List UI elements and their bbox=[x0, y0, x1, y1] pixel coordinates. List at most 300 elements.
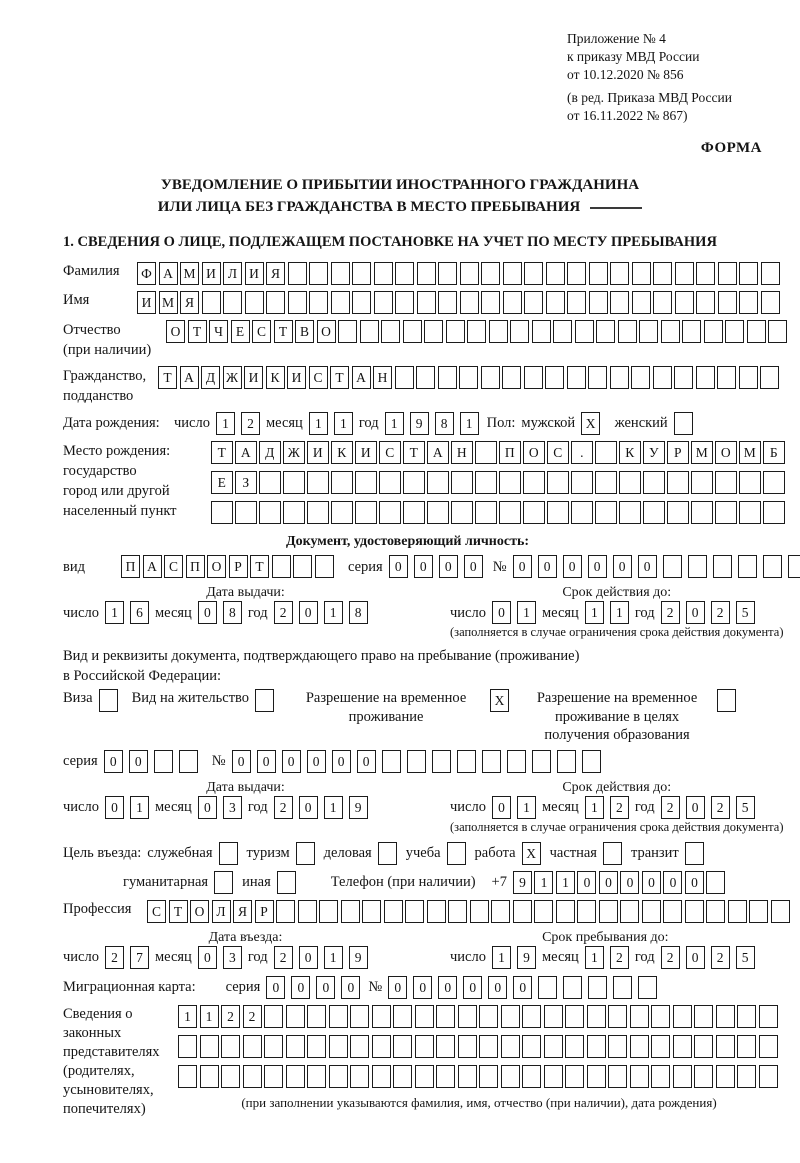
char-box bbox=[571, 471, 593, 494]
stay-month-cells bbox=[585, 946, 635, 969]
char-box bbox=[747, 320, 766, 343]
purpose-work bbox=[475, 842, 541, 865]
citizenship-cells bbox=[158, 366, 782, 389]
residence-series-cells bbox=[104, 750, 204, 773]
char-box: 0 bbox=[307, 750, 326, 773]
purpose-other-label: иная bbox=[242, 874, 271, 891]
char-box bbox=[632, 291, 651, 314]
char-box: 0 bbox=[563, 555, 582, 578]
option-temp-residence-education-checkbox bbox=[717, 689, 736, 712]
char-box: К bbox=[331, 441, 353, 464]
sex-female-label: женский bbox=[614, 415, 668, 432]
char-box bbox=[259, 501, 281, 524]
char-box: 5 bbox=[736, 796, 755, 819]
char-box: Я bbox=[180, 291, 199, 314]
char-box bbox=[653, 366, 672, 389]
year-label: год bbox=[634, 949, 655, 966]
char-box bbox=[788, 555, 800, 578]
identity-doc-kind-row bbox=[63, 555, 792, 578]
char-box: 0 bbox=[198, 796, 217, 819]
birthplace-cells-row1 bbox=[211, 441, 787, 464]
char-box: М bbox=[739, 441, 761, 464]
residence-valid-year-cells bbox=[661, 796, 761, 819]
char-box: Ж bbox=[223, 366, 242, 389]
option-temp-residence-checkbox: X bbox=[490, 689, 509, 712]
identity-issue-year-cells bbox=[274, 601, 374, 624]
birthplace-cells-block bbox=[211, 441, 787, 531]
char-box bbox=[715, 471, 737, 494]
char-box bbox=[716, 1035, 735, 1058]
char-box bbox=[661, 320, 680, 343]
char-box bbox=[523, 501, 545, 524]
char-box bbox=[200, 1035, 219, 1058]
purpose-business-label: деловая bbox=[323, 845, 372, 862]
char-box bbox=[319, 900, 338, 923]
stay-until-heading: Срок пребывания до: bbox=[542, 929, 669, 945]
char-box: И bbox=[137, 291, 156, 314]
char-box: Ф bbox=[137, 262, 156, 285]
identity-issue-heading: Дата выдачи: bbox=[206, 585, 285, 601]
char-box: Я bbox=[233, 900, 252, 923]
char-box bbox=[307, 471, 329, 494]
char-box bbox=[329, 1005, 348, 1028]
residence-intro-line2: в Российской Федерации: bbox=[63, 667, 222, 684]
char-box bbox=[696, 262, 715, 285]
identity-doc-dates-row bbox=[63, 584, 792, 640]
birth-day-cells bbox=[216, 412, 266, 435]
char-box: 0 bbox=[291, 976, 310, 999]
char-box bbox=[479, 1035, 498, 1058]
char-box bbox=[338, 320, 357, 343]
representatives-label-line: представителях bbox=[63, 1043, 160, 1060]
char-box bbox=[417, 291, 436, 314]
char-box bbox=[436, 1035, 455, 1058]
purpose-tourism bbox=[247, 842, 315, 865]
char-box bbox=[355, 501, 377, 524]
option-temp-residence bbox=[288, 689, 509, 726]
char-box bbox=[713, 555, 732, 578]
purpose-humanitarian bbox=[123, 871, 233, 894]
char-box bbox=[544, 1035, 563, 1058]
entry-month-cells bbox=[198, 946, 248, 969]
char-box bbox=[595, 501, 617, 524]
char-box bbox=[352, 262, 371, 285]
char-box: 1 bbox=[585, 946, 604, 969]
day-label: число bbox=[63, 799, 99, 816]
option-residence-permit-label: Вид на жительство bbox=[131, 690, 250, 707]
residence-intro-line1: Вид и реквизиты документа, подтверждающего право на пребывание (проживание) bbox=[63, 648, 580, 665]
form-title bbox=[63, 174, 792, 218]
purpose-private-label: частная bbox=[549, 845, 597, 862]
char-box bbox=[501, 1065, 520, 1088]
entry-date-heading: Дата въезда: bbox=[208, 929, 283, 945]
char-box bbox=[446, 320, 465, 343]
char-box bbox=[523, 471, 545, 494]
char-box bbox=[718, 262, 737, 285]
char-box: 9 bbox=[410, 412, 429, 435]
char-box bbox=[532, 320, 551, 343]
citizenship-label bbox=[63, 366, 158, 406]
char-box: 0 bbox=[513, 555, 532, 578]
char-box: 1 bbox=[334, 412, 353, 435]
char-box bbox=[673, 1035, 692, 1058]
char-box bbox=[475, 471, 497, 494]
char-box bbox=[653, 262, 672, 285]
char-box: Р bbox=[255, 900, 274, 923]
char-box: 0 bbox=[104, 750, 123, 773]
char-box: 0 bbox=[414, 555, 433, 578]
visit-purpose-label: Цель въезда: bbox=[63, 845, 142, 862]
char-box: А bbox=[352, 366, 371, 389]
givenname-label: Имя bbox=[63, 291, 90, 308]
char-box: 2 bbox=[105, 946, 124, 969]
char-box bbox=[760, 366, 779, 389]
char-box bbox=[688, 555, 707, 578]
char-box: 1 bbox=[309, 412, 328, 435]
char-box bbox=[459, 366, 478, 389]
char-box bbox=[547, 471, 569, 494]
char-box bbox=[739, 471, 761, 494]
char-box bbox=[415, 1005, 434, 1028]
char-box bbox=[458, 1065, 477, 1088]
char-box: 1 bbox=[534, 871, 553, 894]
char-box: И bbox=[202, 262, 221, 285]
char-box: 1 bbox=[585, 796, 604, 819]
doc-number-label: № bbox=[492, 558, 507, 575]
year-label: год bbox=[247, 949, 268, 966]
birthplace-label-line: государство bbox=[63, 462, 137, 479]
char-box bbox=[513, 900, 532, 923]
char-box bbox=[524, 291, 543, 314]
entry-stay-dates-row bbox=[63, 929, 792, 969]
char-box: И bbox=[355, 441, 377, 464]
char-box bbox=[481, 262, 500, 285]
entry-date-group bbox=[63, 929, 428, 969]
option-visa bbox=[63, 689, 118, 712]
identity-validity-group bbox=[450, 584, 783, 640]
char-box bbox=[725, 320, 744, 343]
char-box: 2 bbox=[661, 946, 680, 969]
char-box bbox=[288, 291, 307, 314]
char-box: С bbox=[164, 555, 183, 578]
char-box bbox=[691, 471, 713, 494]
char-box: А bbox=[235, 441, 257, 464]
char-box: 0 bbox=[388, 976, 407, 999]
char-box bbox=[620, 900, 639, 923]
char-box bbox=[202, 291, 221, 314]
char-box bbox=[393, 1035, 412, 1058]
representatives-label-line: Сведения о bbox=[63, 1005, 133, 1022]
char-box: 0 bbox=[685, 871, 704, 894]
char-box bbox=[432, 750, 451, 773]
form-label: ФОРМА bbox=[700, 140, 762, 156]
series-label: серия bbox=[225, 979, 261, 996]
identity-validity-note: (заполняется в случае ограничения срока действия документа) bbox=[450, 625, 784, 640]
char-box bbox=[362, 900, 381, 923]
migration-card-row bbox=[63, 976, 792, 999]
char-box: 2 bbox=[610, 796, 629, 819]
char-box: 0 bbox=[513, 976, 532, 999]
representatives-label-line: попечителях) bbox=[63, 1100, 146, 1117]
char-box bbox=[470, 900, 489, 923]
purpose-humanitarian-label: гуманитарная bbox=[123, 874, 209, 891]
char-box: 8 bbox=[435, 412, 454, 435]
char-box: П bbox=[499, 441, 521, 464]
birthplace-row bbox=[63, 441, 792, 531]
char-box bbox=[610, 366, 629, 389]
char-box bbox=[613, 976, 632, 999]
char-box: 0 bbox=[129, 750, 148, 773]
sex-female-checkbox bbox=[674, 412, 693, 435]
year-label: год bbox=[247, 604, 268, 621]
char-box bbox=[737, 1005, 756, 1028]
char-box: 1 bbox=[492, 946, 511, 969]
char-box bbox=[179, 750, 198, 773]
identity-issue-group bbox=[63, 584, 428, 640]
char-box: 1 bbox=[385, 412, 404, 435]
option-temp-residence-label: Разрешение на временное проживание bbox=[305, 690, 467, 725]
char-box: Л bbox=[223, 262, 242, 285]
char-box: 3 bbox=[223, 796, 242, 819]
char-box: 8 bbox=[349, 601, 368, 624]
char-box: 0 bbox=[686, 601, 705, 624]
char-box: 0 bbox=[492, 601, 511, 624]
representatives-cells-row2 bbox=[178, 1035, 780, 1058]
patronymic-label-line: Отчество bbox=[63, 321, 121, 338]
representatives-cells-block bbox=[178, 1005, 780, 1111]
char-box bbox=[458, 1035, 477, 1058]
char-box bbox=[761, 291, 780, 314]
char-box bbox=[510, 320, 529, 343]
char-box bbox=[630, 1005, 649, 1028]
identity-valid-day-cells bbox=[492, 601, 542, 624]
section1-heading: 1. СВЕДЕНИЯ О ЛИЦЕ, ПОДЛЕЖАЩЕМ ПОСТАНОВКЕ НА УЧЕТ ПО МЕСТУ ПРЕБЫВАНИЯ bbox=[63, 233, 717, 250]
char-box bbox=[691, 501, 713, 524]
entry-day-cells bbox=[105, 946, 155, 969]
char-box: 9 bbox=[513, 871, 532, 894]
char-box bbox=[545, 366, 564, 389]
profession-row bbox=[63, 900, 792, 923]
option-residence-permit bbox=[132, 689, 274, 712]
char-box bbox=[630, 1035, 649, 1058]
identity-validity-heading: Срок действия до: bbox=[562, 585, 672, 601]
char-box bbox=[403, 471, 425, 494]
char-box: 0 bbox=[492, 796, 511, 819]
char-box bbox=[739, 366, 758, 389]
char-box bbox=[395, 366, 414, 389]
char-box: Д bbox=[259, 441, 281, 464]
char-box bbox=[372, 1005, 391, 1028]
residence-issue-year-cells bbox=[274, 796, 374, 819]
representatives-label-line: законных bbox=[63, 1024, 122, 1041]
profession-label: Профессия bbox=[63, 900, 132, 917]
residence-doc-series-row bbox=[63, 750, 792, 773]
char-box: Т bbox=[250, 555, 269, 578]
char-box bbox=[728, 900, 747, 923]
char-box: 1 bbox=[610, 601, 629, 624]
purpose-study-checkbox bbox=[447, 842, 466, 865]
char-box bbox=[565, 1065, 584, 1088]
char-box bbox=[503, 262, 522, 285]
stay-day-cells bbox=[492, 946, 542, 969]
char-box bbox=[653, 291, 672, 314]
char-box bbox=[307, 1065, 326, 1088]
char-box bbox=[475, 441, 497, 464]
char-box bbox=[575, 320, 594, 343]
char-box bbox=[475, 501, 497, 524]
char-box: 3 bbox=[223, 946, 242, 969]
char-box bbox=[360, 320, 379, 343]
char-box bbox=[587, 1065, 606, 1088]
char-box bbox=[577, 900, 596, 923]
char-box: 0 bbox=[316, 976, 335, 999]
char-box: Т bbox=[403, 441, 425, 464]
char-box bbox=[571, 501, 593, 524]
char-box bbox=[223, 291, 242, 314]
char-box bbox=[245, 291, 264, 314]
char-box bbox=[276, 900, 295, 923]
char-box: О bbox=[207, 555, 226, 578]
char-box bbox=[264, 1065, 283, 1088]
citizenship-row bbox=[63, 366, 792, 406]
month-label: месяц bbox=[541, 799, 579, 816]
char-box bbox=[685, 900, 704, 923]
purpose-transit-checkbox bbox=[685, 842, 704, 865]
entry-year-cells bbox=[274, 946, 374, 969]
char-box bbox=[451, 471, 473, 494]
char-box: 0 bbox=[105, 796, 124, 819]
residence-issue-day-cells bbox=[105, 796, 155, 819]
char-box bbox=[424, 320, 443, 343]
char-box bbox=[341, 900, 360, 923]
char-box: С bbox=[379, 441, 401, 464]
residence-doc-intro bbox=[63, 647, 792, 686]
phone-cells bbox=[513, 871, 728, 894]
char-box bbox=[331, 262, 350, 285]
form-title-line2: ИЛИ ЛИЦА БЕЗ ГРАЖДАНСТВА В МЕСТО ПРЕБЫВАНИЯ bbox=[63, 196, 737, 218]
char-box bbox=[438, 262, 457, 285]
char-box: О bbox=[715, 441, 737, 464]
char-box bbox=[283, 501, 305, 524]
givenname-cells bbox=[137, 291, 782, 314]
char-box: И bbox=[307, 441, 329, 464]
char-box: 1 bbox=[517, 601, 536, 624]
char-box bbox=[467, 320, 486, 343]
char-box bbox=[482, 750, 501, 773]
char-box bbox=[608, 1035, 627, 1058]
char-box: 0 bbox=[620, 871, 639, 894]
sex-label: Пол: bbox=[486, 415, 516, 432]
char-box bbox=[243, 1035, 262, 1058]
birthplace-label-line: город или другой bbox=[63, 482, 170, 499]
char-box bbox=[632, 262, 651, 285]
char-box: 9 bbox=[349, 796, 368, 819]
purpose-private bbox=[550, 842, 622, 865]
char-box: 1 bbox=[517, 796, 536, 819]
char-box bbox=[479, 1065, 498, 1088]
option-temp-residence-education bbox=[523, 689, 736, 745]
day-label: число bbox=[174, 415, 210, 432]
sex-male-label: мужской bbox=[521, 415, 576, 432]
char-box bbox=[286, 1035, 305, 1058]
purpose-official-label: служебная bbox=[147, 845, 213, 862]
givenname-row bbox=[63, 291, 792, 314]
char-box bbox=[759, 1005, 778, 1028]
char-box bbox=[491, 900, 510, 923]
char-box: 1 bbox=[200, 1005, 219, 1028]
identity-valid-year-cells bbox=[661, 601, 761, 624]
month-label: месяц bbox=[154, 799, 192, 816]
year-label: год bbox=[634, 604, 655, 621]
purpose-transit bbox=[631, 842, 704, 865]
char-box bbox=[417, 262, 436, 285]
char-box bbox=[393, 1065, 412, 1088]
char-box bbox=[643, 501, 665, 524]
char-box bbox=[309, 291, 328, 314]
char-box bbox=[350, 1065, 369, 1088]
char-box bbox=[715, 501, 737, 524]
char-box bbox=[329, 1065, 348, 1088]
char-box bbox=[619, 501, 641, 524]
char-box: Н bbox=[451, 441, 473, 464]
char-box: . bbox=[571, 441, 593, 464]
patronymic-label bbox=[63, 320, 166, 360]
char-box bbox=[663, 900, 682, 923]
representatives-cells-row1 bbox=[178, 1005, 780, 1028]
char-box: 2 bbox=[711, 946, 730, 969]
char-box bbox=[481, 366, 500, 389]
char-box bbox=[638, 976, 657, 999]
char-box bbox=[651, 1005, 670, 1028]
char-box bbox=[451, 501, 473, 524]
char-box bbox=[293, 555, 312, 578]
char-box bbox=[266, 291, 285, 314]
char-box bbox=[200, 1065, 219, 1088]
char-box: 0 bbox=[663, 871, 682, 894]
residence-valid-month-cells bbox=[585, 796, 635, 819]
char-box: И bbox=[244, 366, 263, 389]
char-box bbox=[298, 900, 317, 923]
purpose-humanitarian-checkbox bbox=[214, 871, 233, 894]
char-box bbox=[395, 291, 414, 314]
char-box bbox=[501, 1005, 520, 1028]
char-box: 0 bbox=[299, 946, 318, 969]
char-box bbox=[587, 1005, 606, 1028]
char-box: 2 bbox=[221, 1005, 240, 1028]
char-box bbox=[489, 320, 508, 343]
residence-issue-group bbox=[63, 779, 428, 835]
char-box bbox=[651, 1035, 670, 1058]
char-box: 0 bbox=[464, 555, 483, 578]
doc-kind-label: вид bbox=[63, 558, 85, 575]
char-box: 1 bbox=[216, 412, 235, 435]
char-box bbox=[331, 501, 353, 524]
char-box bbox=[460, 262, 479, 285]
char-box: О bbox=[190, 900, 209, 923]
char-box bbox=[393, 1005, 412, 1028]
char-box bbox=[534, 900, 553, 923]
representatives-note: (при заполнении указываются фамилия, имя, отчество (при наличии), дата рождения) bbox=[241, 1094, 717, 1110]
char-box bbox=[415, 1035, 434, 1058]
char-box: 2 bbox=[274, 601, 293, 624]
birthdate-label: Дата рождения: bbox=[63, 415, 160, 432]
migration-card-label: Миграционная карта: bbox=[63, 979, 196, 996]
day-label: число bbox=[63, 949, 99, 966]
stay-until-group bbox=[450, 929, 761, 969]
char-box: О bbox=[166, 320, 185, 343]
month-label: месяц bbox=[541, 604, 579, 621]
char-box bbox=[643, 471, 665, 494]
